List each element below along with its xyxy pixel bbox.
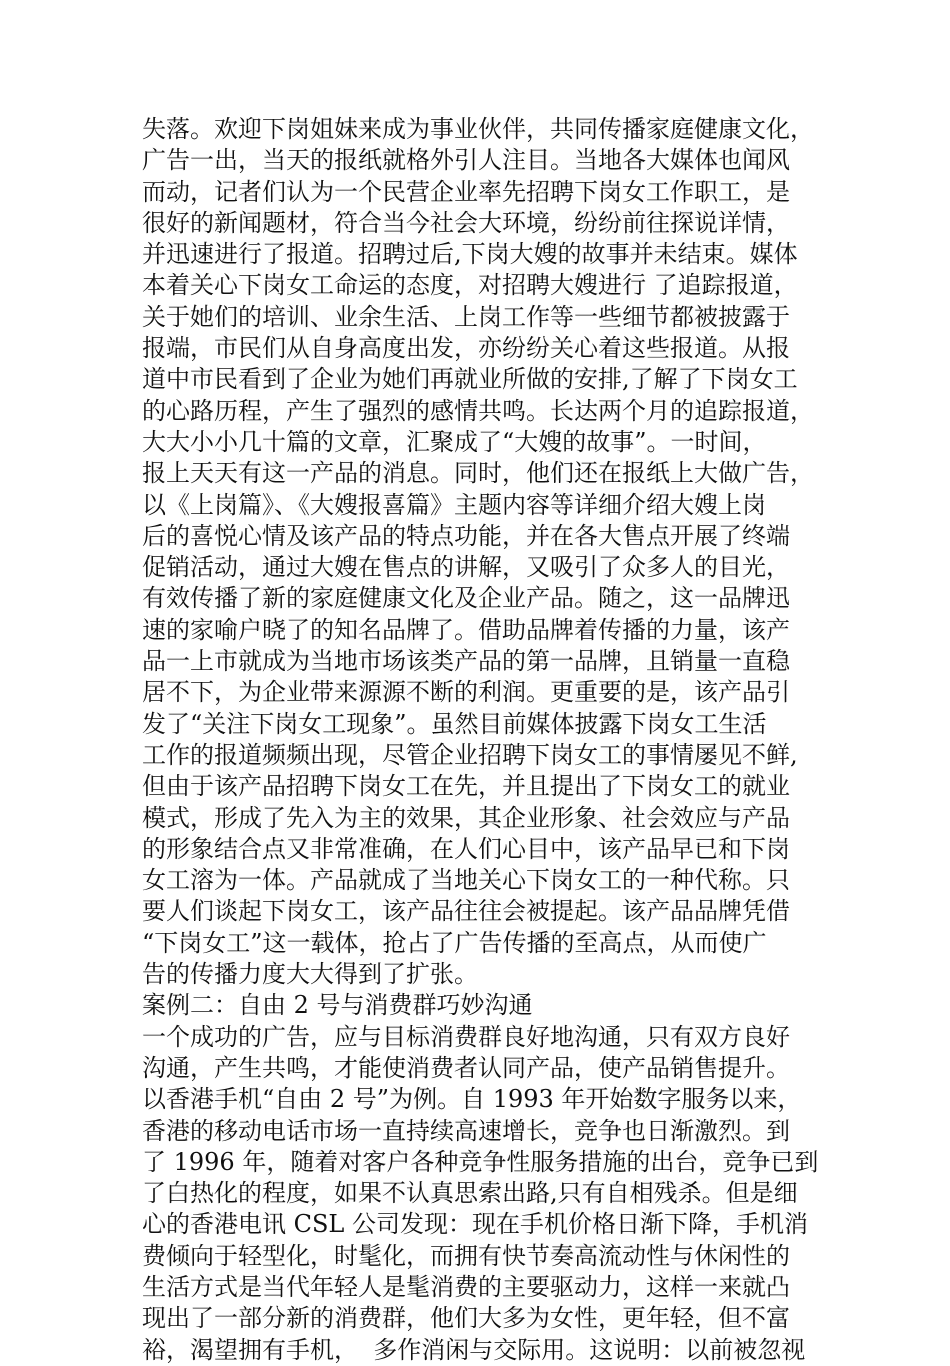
text-line: 很好的新闻题材，符合当今社会大环境，纷纷前往探说详情， — [142, 208, 790, 237]
text-line: 报上天天有这一产品的消息。同时，他们还在报纸上大做广告， — [142, 459, 814, 488]
text-line: 工作的报道频频出现，尽管企业招聘下岗女工的事情屡见不鲜, — [142, 740, 798, 769]
text-line: 并迅速进行了报道。招聘过后,下岗大嫂的故事并未结束。媒体 — [142, 240, 798, 269]
text-line: 发了“关注下岗女工现象”。虽然目前媒体披露下岗女工生活 — [142, 709, 767, 738]
text-line: 广告一出，当天的报纸就格外引人注目。当地各大媒体也闻风 — [142, 146, 790, 175]
text-line: 了 1996 年，随着对客户各种竞争性服务措施的出台，竞争已到 — [142, 1147, 819, 1176]
text-line: 费倾向于轻型化，时髦化，而拥有快节奏高流动性与休闲性的 — [142, 1241, 790, 1270]
text-line: 现出了一部分新的消费群，他们大多为女性，更年轻，但不富 — [142, 1304, 790, 1333]
text-line: 而动，记者们认为一个民营企业率先招聘下岗女工作职工，是 — [142, 177, 790, 206]
text-line: 以香港手机“自由 2 号”为例。自 1993 年开始数字服务以来， — [142, 1085, 802, 1114]
text-line: 有效传播了新的家庭健康文化及企业产品。随之，这一品牌迅 — [142, 584, 790, 613]
text-line: 了白热化的程度，如果不认真思索出路,只有自相残杀。但是细 — [142, 1179, 798, 1208]
text-line: 品一上市就成为当地市场该类产品的第一品牌，且销量一直稳 — [142, 647, 790, 676]
text-line: 要人们谈起下岗女工，该产品往往会被提起。该产品品牌凭借 — [142, 897, 790, 926]
text-line: 女工溶为一体。产品就成了当地关心下岗女工的一种代称。只 — [142, 866, 790, 895]
text-line: 心的香港电讯 CSL 公司发现：现在手机价格日渐下降，手机消 — [142, 1210, 808, 1239]
text-line: 告的传播力度大大得到了扩张。 — [142, 960, 478, 989]
text-line: 报端，市民们从自身高度出发，亦纷纷关心着这些报道。从报 — [142, 334, 790, 363]
text-line: 沟通，产生共鸣，才能使消费者认同产品，使产品销售提升。 — [142, 1053, 790, 1082]
text-line: 但由于该产品招聘下岗女工在先，并且提出了下岗女工的就业 — [142, 772, 790, 801]
text-line: 失落。欢迎下岗姐妹来成为事业伙伴，共同传播家庭健康文化， — [142, 115, 814, 143]
text-line: 一个成功的广告，应与目标消费群良好地沟通，只有双方良好 — [142, 1022, 790, 1051]
text-line: 裕，渴望拥有手机， 多作消闲与交际用。这说明：以前被忽视 — [142, 1335, 806, 1364]
text-line: 后的喜悦心情及该产品的特点功能，并在各大售点开展了终端 — [142, 521, 790, 550]
text-line: 居不下，为企业带来源源不断的利润。更重要的是，该产品引 — [142, 678, 790, 707]
text-line: 关于她们的培训、业余生活、上岗工作等一些细节都被披露于 — [142, 302, 790, 331]
text-line: 的形象结合点又非常准确，在人们心目中，该产品早已和下岗 — [142, 834, 790, 863]
text-line: 道中市民看到了企业为她们再就业所做的安排,了解了下岗女工 — [142, 365, 798, 394]
text-line: 模式，形成了先入为主的效果，其企业形象、社会效应与产品 — [142, 803, 790, 832]
text-line: 促销活动，通过大嫂在售点的讲解，又吸引了众多人的目光， — [142, 553, 790, 582]
text-line: 香港的移动电话市场一直持续高速增长，竞争也日渐激烈。到 — [142, 1116, 790, 1145]
text-line: 速的家喻户晓了的知名品牌了。借助品牌着传播的力量，该产 — [142, 615, 790, 644]
text-line: 生活方式是当代年轻人是髦消费的主要驱动力，这样一来就凸 — [142, 1272, 790, 1301]
text-line: “下岗女工”这一载体，抢占了广告传播的至高点，从而使广 — [142, 928, 767, 957]
text-line: 的心路历程，产生了强烈的感情共鸣。长达两个月的追踪报道， — [142, 396, 814, 425]
text-line: 大大小小几十篇的文章，汇聚成了“大嫂的故事”。一时间， — [142, 427, 767, 456]
text-line: 以《上岗篇》、《大嫂报喜篇》主题内容等详细介绍大嫂上岗 — [142, 490, 766, 519]
body-text — [142, 114, 822, 1366]
text-line: 案例二：自由 2 号与消费群巧妙沟通 — [142, 991, 533, 1020]
text-line: 本着关心下岗女工命运的态度，对招聘大嫂进行 了追踪报道， — [142, 271, 798, 300]
